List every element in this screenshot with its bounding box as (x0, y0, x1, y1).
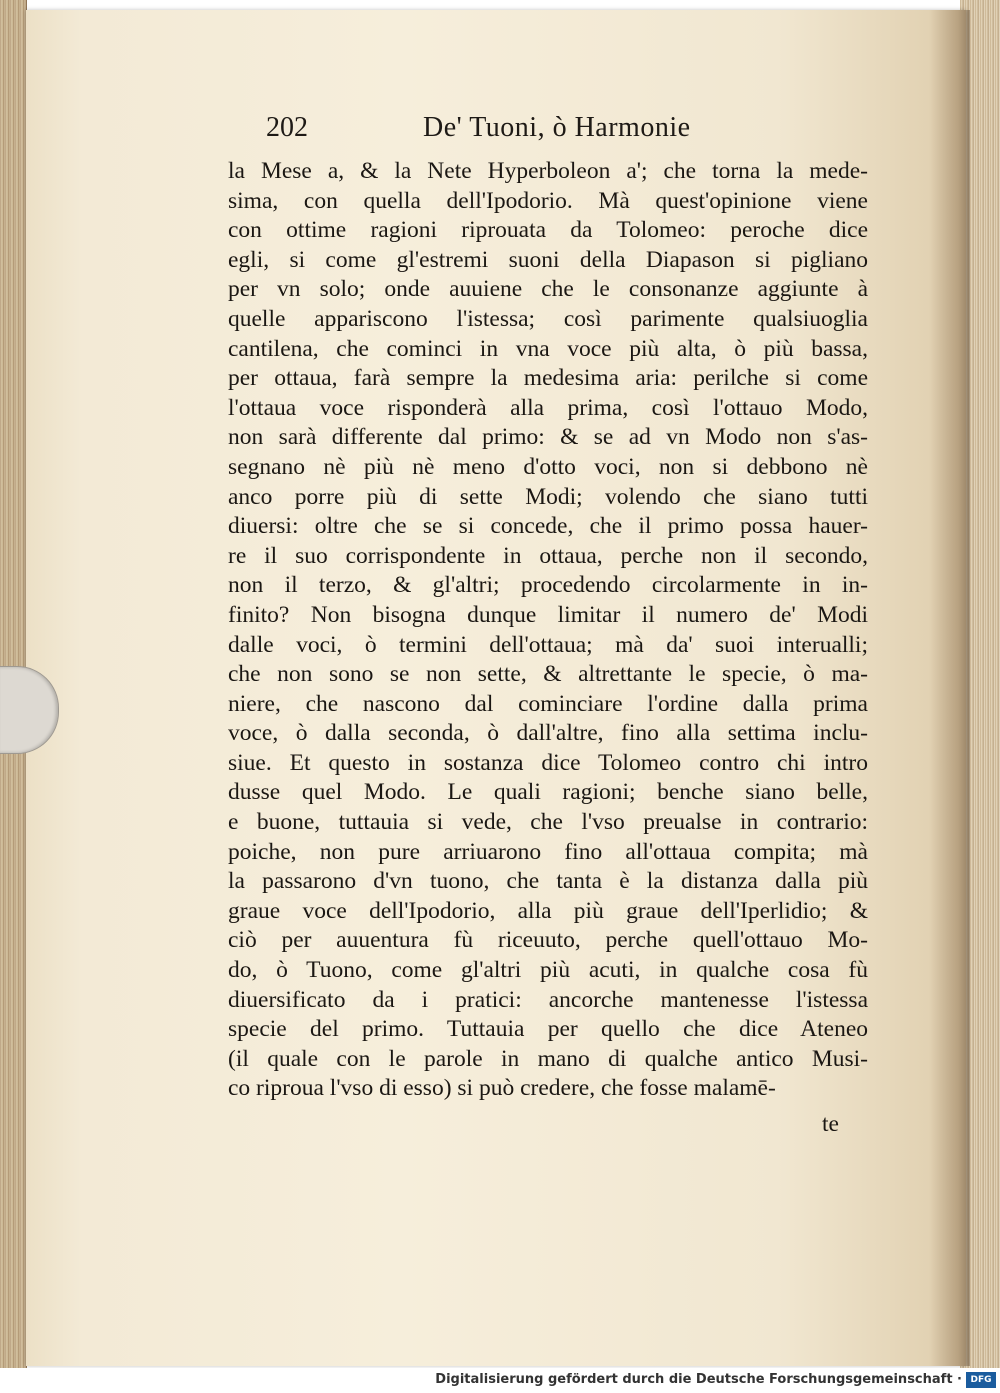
text-line: do, ò Tuono, come gl'altri più acuti, in qualche cosa fù (228, 957, 868, 984)
text-line: che non sono se non sette, & altrettante le specie, ò ma- (228, 661, 868, 688)
text-line: diuersificato da i pratici: ancorche mantenesse l'istessa (228, 986, 868, 1013)
text-line: voce, ò dalla seconda, ò dall'altre, fino alla settima inclu- (228, 720, 868, 747)
running-title: De' Tuoni, ò Harmonie (423, 112, 691, 143)
page-number: 202 (266, 112, 308, 143)
dfg-logo: DFG (966, 1372, 996, 1388)
text-line: la Mese a, & la Nete Hyperboleon a'; che torna la mede- (228, 158, 868, 184)
text-line: dalle voci, ò termini dell'ottaua; mà da' suoi interualli; (228, 631, 868, 658)
text-line: (il quale con le parole in mano di qualche antico Musi- (228, 1045, 868, 1072)
text-line: la passarono d'vn tuono, che tanta è la distanza dalla più (228, 868, 868, 895)
body-text (228, 157, 868, 1104)
text-line: segnano nè più nè meno d'otto voci, non si debbono nè (228, 453, 868, 480)
page-header (266, 112, 766, 150)
binding-shadow (930, 10, 970, 1366)
funding-credit: Digitalisierung gefördert durch die Deutsche Forschungsgemeinschaft · (435, 1372, 962, 1387)
text-line: anco porre più di sette Modi; volendo che siano tutti (228, 483, 868, 510)
text-line: egli, si come gl'estremi suoni della Diapason si pigliano (228, 246, 868, 273)
text-line: graue voce dell'Ipodorio, alla più graue dell'Iperlidio; & (228, 897, 868, 924)
text-line: per vn solo; onde auuiene che le consonanze aggiunte à (228, 276, 868, 303)
text-line: non sarà differente dal primo: & se ad vn Modo non s'as- (228, 424, 868, 451)
text-line: per ottaua, farà sempre la medesima aria: perilche si come (228, 365, 868, 392)
text-line: finito? Non bisogna dunque limitar il numero de' Modi (228, 601, 868, 628)
text-line: cantilena, che cominci in vna voce più alta, ò più bassa, (228, 335, 868, 362)
text-line: non il terzo, & gl'altri; procedendo circolarmente in in- (228, 572, 868, 599)
text-line: con ottime ragioni riprouata da Tolomeo: peroche dice (228, 217, 868, 244)
text-line: sima, con quella dell'Ipodorio. Mà quest'opinione viene (228, 187, 868, 214)
text-line: ciò per auuentura fù riceuuto, perche quell'ottauo Mo- (228, 927, 868, 954)
text-line: diuersi: oltre che se si concede, che il primo possa hauer- (228, 513, 868, 540)
catchword: te (822, 1111, 839, 1137)
text-line: niere, che nascono dal cominciare l'ordine dalla prima (228, 690, 868, 717)
text-line: co riproua l'vso di esso) si può credere, che fosse malamē- (228, 1075, 776, 1102)
text-line: dusse quel Modo. Le quali ragioni; benche siano belle, (228, 779, 868, 806)
text-line: specie del primo. Tuttauia per quello che dice Ateneo (228, 1016, 868, 1043)
text-line: re il suo corrispondente in ottaua, perche non il secondo, (228, 542, 868, 569)
text-line: poiche, non pure arriuarono fino all'ottaua compita; mà (228, 838, 868, 865)
text-line: quelle appariscono l'istessa; così parimente qualsiuoglia (228, 305, 868, 332)
text-line: l'ottaua voce risponderà alla prima, così l'ottauo Modo, (228, 394, 868, 421)
text-line: e buone, tuttauia si vede, che l'vso preualse in contrario: (228, 809, 868, 836)
text-line: siue. Et questo in sostanza dice Tolomeo contro chi intro (228, 749, 868, 776)
footer-bar (0, 1368, 1000, 1393)
